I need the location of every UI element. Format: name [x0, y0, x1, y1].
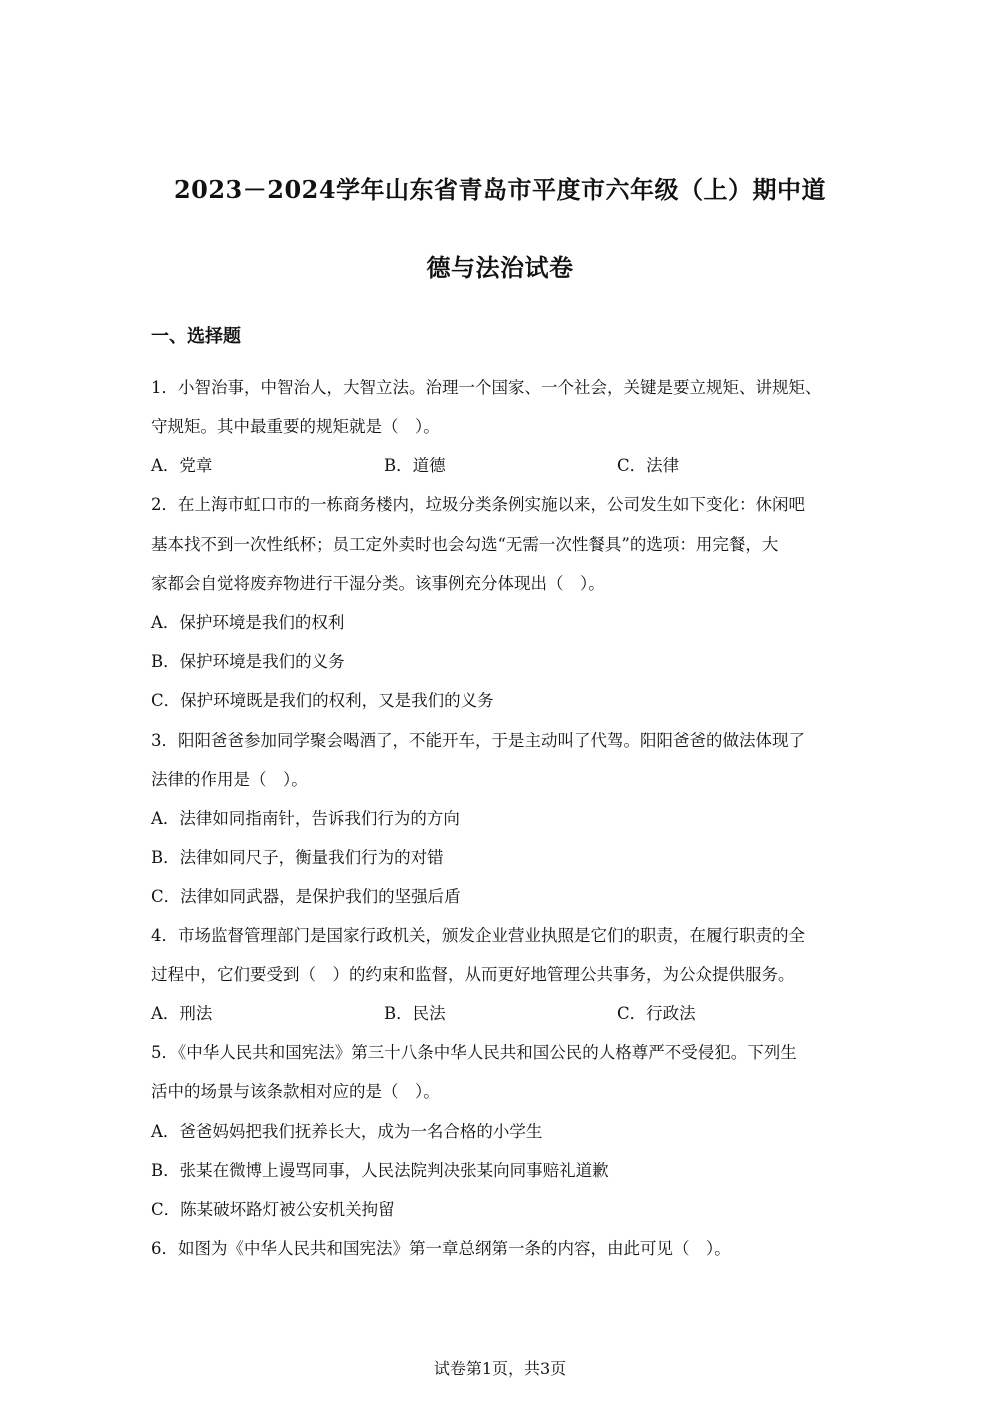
question-1-option-c: C．法律: [617, 456, 680, 475]
question-2-option-a: A．保护环境是我们的权利: [151, 613, 345, 632]
question-1-line-1: 1．小智治事，中智治人，大智立法。治理一个国家、一个社会，关键是要立规矩、讲规矩、: [151, 378, 822, 397]
question-3-line-1: 3．阳阳爸爸参加同学聚会喝酒了，不能开车，于是主动叫了代驾。阳阳爸爸的做法体现了: [151, 731, 805, 750]
page-footer: 试卷第1页，共3页: [433, 1359, 567, 1378]
question-4-option-b: B．民法: [384, 1004, 446, 1023]
question-1-line-2: 守规矩。其中最重要的规矩就是（ ）。: [151, 417, 440, 436]
question-3-option-b: B．法律如同尺子，衡量我们行为的对错: [151, 848, 444, 867]
question-2-line-1: 2．在上海市虹口市的一栋商务楼内，垃圾分类条例实施以来，公司发生如下变化：休闲吧: [151, 495, 805, 514]
exam-title-line-2: 德与法治试卷: [426, 253, 574, 282]
section-heading: 一、选择题: [151, 326, 241, 347]
question-5-option-b: B．张某在微博上谩骂同事，人民法院判决张某向同事赔礼道歉: [151, 1161, 609, 1180]
question-1-option-a: A．党章: [151, 456, 213, 475]
question-5-option-c: C．陈某破坏路灯被公安机关拘留: [151, 1200, 395, 1219]
question-5-line-1: 5．《中华人民共和国宪法》第三十八条中华人民共和国公民的人格尊严不受侵犯。下列生: [151, 1043, 797, 1062]
exam-title-line-1: 2023－2024学年山东省青岛市平度市六年级（上）期中道: [173, 175, 827, 204]
question-2-line-2: 基本找不到一次性纸杯；员工定外卖时也会勾选“无需一次性餐具”的选项：用完餐，大: [151, 535, 779, 554]
question-4-option-a: A．刑法: [151, 1004, 213, 1023]
question-3-option-c: C．法律如同武器，是保护我们的坚强后盾: [151, 887, 461, 906]
question-2-line-3: 家都会自觉将废弃物进行干湿分类。该事例充分体现出（ ）。: [151, 574, 605, 593]
question-3-line-2: 法律的作用是（ ）。: [151, 770, 308, 789]
question-5-line-2: 活中的场景与该条款相对应的是（ ）。: [151, 1082, 440, 1101]
question-4-option-c: C．行政法: [617, 1004, 696, 1023]
question-3-option-a: A．法律如同指南针，告诉我们行为的方向: [151, 809, 460, 828]
question-4-line-2: 过程中，它们要受到（ ）的约束和监督，从而更好地管理公共事务，为公众提供服务。: [151, 965, 795, 984]
question-1-option-b: B．道德: [384, 456, 446, 475]
question-2-option-b: B．保护环境是我们的义务: [151, 652, 345, 671]
question-5-option-a: A．爸爸妈妈把我们抚养长大，成为一名合格的小学生: [151, 1122, 543, 1141]
question-6-line-1: 6．如图为《中华人民共和国宪法》第一章总纲第一条的内容，由此可见（ ）。: [151, 1239, 731, 1258]
question-4-line-1: 4．市场监督管理部门是国家行政机关，颁发企业营业执照是它们的职责，在履行职责的全: [151, 926, 805, 945]
question-2-option-c: C．保护环境既是我们的权利，又是我们的义务: [151, 691, 494, 710]
